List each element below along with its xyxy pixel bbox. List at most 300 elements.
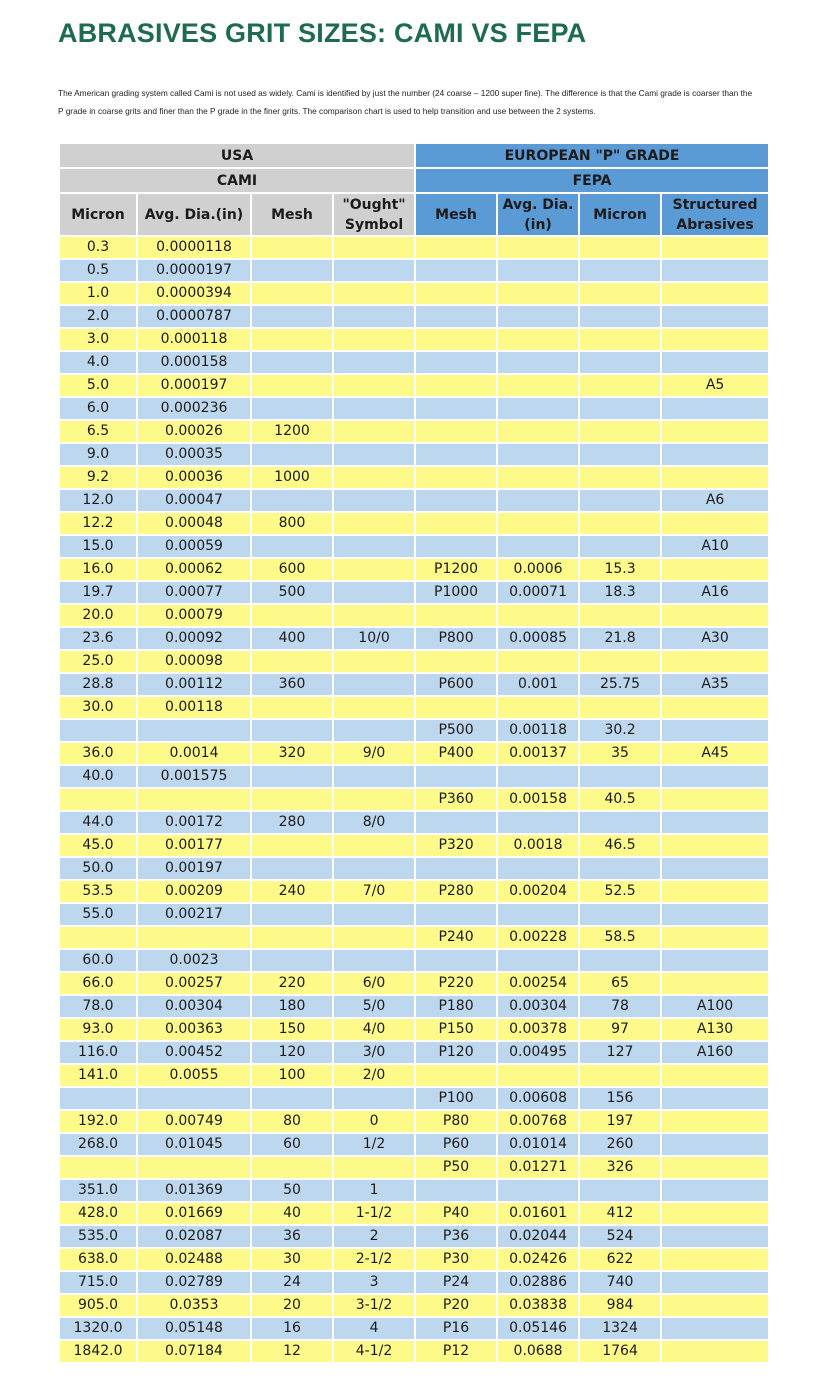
cell-cami-avg-dia: 0.00047	[138, 490, 250, 511]
cell-fepa-micron	[580, 329, 660, 350]
table-row	[60, 444, 768, 465]
cell-cami-mesh: 20	[252, 1295, 332, 1316]
cell-fepa-micron: 260	[580, 1134, 660, 1155]
cell-cami-avg-dia	[138, 1088, 250, 1109]
cell-fepa-mesh: P120	[416, 1042, 496, 1063]
cell-ought-symbol: 3-1/2	[334, 1295, 414, 1316]
cell-fepa-micron	[580, 950, 660, 971]
cell-cami-micron: 12.0	[60, 490, 136, 511]
cell-ought-symbol	[334, 927, 414, 948]
cell-fepa-mesh	[416, 329, 496, 350]
cell-structured-abrasives: A16	[662, 582, 768, 603]
cell-cami-avg-dia: 0.00048	[138, 513, 250, 534]
col-header-fepa-avg-dia: Avg. Dia.(in)	[498, 194, 578, 235]
cell-cami-avg-dia: 0.0023	[138, 950, 250, 971]
cell-cami-micron: 268.0	[60, 1134, 136, 1155]
cell-fepa-micron: 127	[580, 1042, 660, 1063]
cell-cami-avg-dia: 0.00177	[138, 835, 250, 856]
cell-ought-symbol	[334, 950, 414, 971]
cell-cami-mesh: 500	[252, 582, 332, 603]
cell-fepa-micron: 197	[580, 1111, 660, 1132]
cell-structured-abrasives	[662, 881, 768, 902]
usa-group-header: USA	[60, 144, 414, 167]
cell-fepa-micron: 58.5	[580, 927, 660, 948]
cell-fepa-mesh: P20	[416, 1295, 496, 1316]
cell-cami-micron: 715.0	[60, 1272, 136, 1293]
cell-structured-abrasives	[662, 237, 768, 258]
cell-cami-mesh	[252, 858, 332, 879]
cell-fepa-micron: 97	[580, 1019, 660, 1040]
table-row	[60, 1019, 768, 1040]
cell-structured-abrasives	[662, 766, 768, 787]
cell-ought-symbol: 4	[334, 1318, 414, 1339]
col-header-ought-symbol: "Ought" Symbol	[334, 194, 414, 235]
table-row	[60, 881, 768, 902]
cell-cami-avg-dia: 0.00092	[138, 628, 250, 649]
cell-cami-mesh: 50	[252, 1180, 332, 1201]
cell-fepa-micron: 984	[580, 1295, 660, 1316]
cell-cami-mesh	[252, 329, 332, 350]
cell-fepa-avg-dia	[498, 904, 578, 925]
cell-cami-mesh: 40	[252, 1203, 332, 1224]
grit-comparison-table	[58, 142, 770, 1364]
cell-ought-symbol: 6/0	[334, 973, 414, 994]
cell-ought-symbol: 9/0	[334, 743, 414, 764]
cell-fepa-avg-dia	[498, 467, 578, 488]
cell-fepa-micron	[580, 421, 660, 442]
cell-cami-micron: 60.0	[60, 950, 136, 971]
cell-ought-symbol	[334, 329, 414, 350]
cell-cami-avg-dia: 0.0000197	[138, 260, 250, 281]
cell-cami-mesh: 12	[252, 1341, 332, 1362]
cell-fepa-mesh: P500	[416, 720, 496, 741]
fepa-sub-header: FEPA	[416, 169, 768, 192]
cell-structured-abrasives	[662, 444, 768, 465]
table-body	[60, 237, 768, 1362]
cell-ought-symbol	[334, 260, 414, 281]
cell-cami-avg-dia: 0.00172	[138, 812, 250, 833]
table-row	[60, 1134, 768, 1155]
cell-fepa-micron: 524	[580, 1226, 660, 1247]
cell-ought-symbol: 3	[334, 1272, 414, 1293]
cell-cami-mesh: 150	[252, 1019, 332, 1040]
table-row	[60, 950, 768, 971]
cell-structured-abrasives	[662, 1226, 768, 1247]
cell-fepa-avg-dia	[498, 812, 578, 833]
col-header-cami-micron: Micron	[60, 194, 136, 235]
cell-fepa-mesh	[416, 812, 496, 833]
col-header-cami-mesh: Mesh	[252, 194, 332, 235]
cell-cami-mesh	[252, 950, 332, 971]
cell-fepa-avg-dia	[498, 398, 578, 419]
cell-cami-avg-dia: 0.00077	[138, 582, 250, 603]
cell-cami-mesh: 60	[252, 1134, 332, 1155]
cell-structured-abrasives	[662, 283, 768, 304]
cell-cami-micron: 50.0	[60, 858, 136, 879]
table-row	[60, 789, 768, 810]
table-row	[60, 352, 768, 373]
table-row	[60, 697, 768, 718]
cell-structured-abrasives: A10	[662, 536, 768, 557]
cell-fepa-mesh: P240	[416, 927, 496, 948]
cell-ought-symbol: 2-1/2	[334, 1249, 414, 1270]
cell-structured-abrasives	[662, 1203, 768, 1224]
cell-fepa-mesh	[416, 950, 496, 971]
cell-structured-abrasives	[662, 904, 768, 925]
cell-cami-mesh: 80	[252, 1111, 332, 1132]
table-row	[60, 904, 768, 925]
cell-cami-avg-dia: 0.00197	[138, 858, 250, 879]
table-row	[60, 927, 768, 948]
cell-structured-abrasives: A35	[662, 674, 768, 695]
cell-cami-avg-dia: 0.01369	[138, 1180, 250, 1201]
cell-fepa-avg-dia	[498, 283, 578, 304]
cell-cami-micron: 2.0	[60, 306, 136, 327]
cell-ought-symbol	[334, 237, 414, 258]
cell-cami-mesh	[252, 283, 332, 304]
cell-fepa-avg-dia: 0.00495	[498, 1042, 578, 1063]
cell-fepa-avg-dia: 0.05146	[498, 1318, 578, 1339]
table-row	[60, 421, 768, 442]
cell-ought-symbol	[334, 283, 414, 304]
cell-fepa-micron: 30.2	[580, 720, 660, 741]
table-row	[60, 1088, 768, 1109]
cell-ought-symbol	[334, 398, 414, 419]
cell-fepa-mesh: P30	[416, 1249, 496, 1270]
cell-fepa-mesh: P24	[416, 1272, 496, 1293]
cell-cami-micron: 12.2	[60, 513, 136, 534]
cell-structured-abrasives	[662, 720, 768, 741]
cell-fepa-mesh	[416, 513, 496, 534]
cell-fepa-micron	[580, 536, 660, 557]
table-row	[60, 536, 768, 557]
cell-fepa-mesh: P100	[416, 1088, 496, 1109]
cell-cami-avg-dia: 0.0055	[138, 1065, 250, 1086]
cell-cami-mesh	[252, 835, 332, 856]
cell-fepa-micron: 35	[580, 743, 660, 764]
cell-cami-micron: 4.0	[60, 352, 136, 373]
cell-fepa-mesh	[416, 260, 496, 281]
cell-cami-avg-dia	[138, 720, 250, 741]
cell-fepa-mesh	[416, 605, 496, 626]
cell-fepa-avg-dia: 0.03838	[498, 1295, 578, 1316]
cell-structured-abrasives	[662, 1065, 768, 1086]
cell-fepa-mesh	[416, 283, 496, 304]
cell-fepa-avg-dia	[498, 444, 578, 465]
cell-cami-mesh: 24	[252, 1272, 332, 1293]
cell-fepa-avg-dia: 0.00228	[498, 927, 578, 948]
table-row	[60, 1065, 768, 1086]
cell-cami-mesh: 100	[252, 1065, 332, 1086]
cell-cami-micron: 36.0	[60, 743, 136, 764]
cell-ought-symbol	[334, 513, 414, 534]
cell-ought-symbol	[334, 467, 414, 488]
col-header-fepa-micron: Micron	[580, 194, 660, 235]
table-row	[60, 674, 768, 695]
cell-fepa-avg-dia: 0.00118	[498, 720, 578, 741]
cell-fepa-mesh	[416, 467, 496, 488]
cell-fepa-mesh: P36	[416, 1226, 496, 1247]
cell-fepa-avg-dia: 0.00085	[498, 628, 578, 649]
cell-cami-avg-dia: 0.01669	[138, 1203, 250, 1224]
table-row	[60, 1226, 768, 1247]
table-row	[60, 812, 768, 833]
cell-cami-micron	[60, 720, 136, 741]
cell-fepa-mesh: P40	[416, 1203, 496, 1224]
cell-structured-abrasives: A130	[662, 1019, 768, 1040]
cell-cami-micron: 9.2	[60, 467, 136, 488]
cell-fepa-micron	[580, 651, 660, 672]
cell-cami-avg-dia: 0.02488	[138, 1249, 250, 1270]
cell-fepa-mesh: P320	[416, 835, 496, 856]
cell-structured-abrasives	[662, 1134, 768, 1155]
cell-cami-avg-dia: 0.00749	[138, 1111, 250, 1132]
cell-cami-micron: 6.0	[60, 398, 136, 419]
cell-cami-mesh	[252, 927, 332, 948]
cell-fepa-mesh	[416, 858, 496, 879]
cell-structured-abrasives: A45	[662, 743, 768, 764]
cell-cami-micron: 19.7	[60, 582, 136, 603]
cell-ought-symbol: 1/2	[334, 1134, 414, 1155]
cell-cami-micron: 192.0	[60, 1111, 136, 1132]
cell-cami-avg-dia: 0.0000394	[138, 283, 250, 304]
cell-fepa-mesh	[416, 375, 496, 396]
cell-structured-abrasives	[662, 1341, 768, 1362]
cell-ought-symbol	[334, 421, 414, 442]
cell-fepa-avg-dia: 0.00137	[498, 743, 578, 764]
col-header-cami-avg-dia: Avg. Dia.(in)	[138, 194, 250, 235]
cell-structured-abrasives	[662, 467, 768, 488]
cell-fepa-mesh	[416, 398, 496, 419]
cell-fepa-micron	[580, 352, 660, 373]
cell-cami-mesh	[252, 1088, 332, 1109]
cell-structured-abrasives: A30	[662, 628, 768, 649]
cell-fepa-micron	[580, 306, 660, 327]
cell-fepa-micron	[580, 904, 660, 925]
cell-fepa-micron: 65	[580, 973, 660, 994]
cell-ought-symbol: 0	[334, 1111, 414, 1132]
cell-cami-micron	[60, 1088, 136, 1109]
cell-structured-abrasives	[662, 697, 768, 718]
cell-fepa-micron	[580, 1065, 660, 1086]
cell-fepa-micron: 740	[580, 1272, 660, 1293]
cell-fepa-avg-dia: 0.02426	[498, 1249, 578, 1270]
cell-cami-micron: 3.0	[60, 329, 136, 350]
cell-fepa-avg-dia: 0.01271	[498, 1157, 578, 1178]
cell-cami-micron: 638.0	[60, 1249, 136, 1270]
cell-cami-mesh: 16	[252, 1318, 332, 1339]
cell-ought-symbol	[334, 536, 414, 557]
cell-fepa-avg-dia: 0.00304	[498, 996, 578, 1017]
cell-cami-micron: 116.0	[60, 1042, 136, 1063]
cell-structured-abrasives	[662, 858, 768, 879]
cell-cami-avg-dia: 0.05148	[138, 1318, 250, 1339]
table-row	[60, 1295, 768, 1316]
cell-cami-mesh	[252, 766, 332, 787]
cell-ought-symbol	[334, 904, 414, 925]
cell-cami-mesh	[252, 720, 332, 741]
cell-cami-mesh	[252, 306, 332, 327]
cell-fepa-micron: 15.3	[580, 559, 660, 580]
cell-cami-micron: 28.8	[60, 674, 136, 695]
cell-cami-mesh: 280	[252, 812, 332, 833]
eu-group-header: EUROPEAN "P" GRADE	[416, 144, 768, 167]
cell-ought-symbol: 2/0	[334, 1065, 414, 1086]
cell-fepa-mesh: P16	[416, 1318, 496, 1339]
cell-cami-mesh	[252, 605, 332, 626]
cell-cami-avg-dia: 0.00035	[138, 444, 250, 465]
cell-structured-abrasives	[662, 789, 768, 810]
cell-structured-abrasives	[662, 835, 768, 856]
cell-fepa-micron: 326	[580, 1157, 660, 1178]
cell-fepa-avg-dia	[498, 651, 578, 672]
cell-cami-mesh: 180	[252, 996, 332, 1017]
cell-ought-symbol	[334, 444, 414, 465]
cell-cami-avg-dia: 0.001575	[138, 766, 250, 787]
table-row	[60, 306, 768, 327]
cell-cami-avg-dia: 0.0000787	[138, 306, 250, 327]
cell-fepa-mesh: P50	[416, 1157, 496, 1178]
cell-fepa-mesh	[416, 237, 496, 258]
cell-fepa-micron: 78	[580, 996, 660, 1017]
cell-cami-avg-dia: 0.000118	[138, 329, 250, 350]
cell-cami-micron: 53.5	[60, 881, 136, 902]
cell-fepa-micron: 52.5	[580, 881, 660, 902]
cell-cami-mesh	[252, 237, 332, 258]
cell-fepa-mesh: P150	[416, 1019, 496, 1040]
cell-ought-symbol	[334, 605, 414, 626]
cell-fepa-micron	[580, 260, 660, 281]
cell-structured-abrasives	[662, 651, 768, 672]
cell-structured-abrasives	[662, 1318, 768, 1339]
cell-fepa-mesh: P1000	[416, 582, 496, 603]
cell-cami-micron	[60, 789, 136, 810]
cell-ought-symbol	[334, 559, 414, 580]
table-row	[60, 651, 768, 672]
cell-cami-mesh	[252, 789, 332, 810]
cell-structured-abrasives	[662, 1157, 768, 1178]
cell-fepa-mesh: P220	[416, 973, 496, 994]
cell-ought-symbol	[334, 789, 414, 810]
cell-fepa-micron: 622	[580, 1249, 660, 1270]
table-row	[60, 398, 768, 419]
cell-cami-micron: 1842.0	[60, 1341, 136, 1362]
cell-fepa-micron	[580, 605, 660, 626]
cell-ought-symbol	[334, 352, 414, 373]
cell-fepa-avg-dia	[498, 421, 578, 442]
cell-cami-avg-dia: 0.00098	[138, 651, 250, 672]
cell-cami-mesh: 600	[252, 559, 332, 580]
cell-cami-mesh	[252, 398, 332, 419]
cell-ought-symbol	[334, 674, 414, 695]
cell-cami-avg-dia: 0.00304	[138, 996, 250, 1017]
cell-ought-symbol	[334, 306, 414, 327]
cell-cami-mesh: 120	[252, 1042, 332, 1063]
table-row	[60, 490, 768, 511]
cell-cami-micron: 78.0	[60, 996, 136, 1017]
table-row	[60, 605, 768, 626]
cell-cami-micron: 428.0	[60, 1203, 136, 1224]
cell-fepa-avg-dia: 0.00608	[498, 1088, 578, 1109]
cell-cami-mesh	[252, 375, 332, 396]
cell-fepa-avg-dia: 0.00158	[498, 789, 578, 810]
cell-cami-mesh: 320	[252, 743, 332, 764]
cell-fepa-avg-dia	[498, 329, 578, 350]
table-row	[60, 559, 768, 580]
cell-fepa-avg-dia: 0.001	[498, 674, 578, 695]
cell-fepa-avg-dia	[498, 858, 578, 879]
cell-fepa-mesh: P60	[416, 1134, 496, 1155]
cell-fepa-avg-dia: 0.00378	[498, 1019, 578, 1040]
table-row	[60, 1341, 768, 1362]
cell-cami-mesh: 240	[252, 881, 332, 902]
cell-fepa-avg-dia: 0.00204	[498, 881, 578, 902]
cell-structured-abrasives	[662, 1249, 768, 1270]
cell-fepa-avg-dia	[498, 375, 578, 396]
cell-fepa-micron	[580, 490, 660, 511]
table-row	[60, 1203, 768, 1224]
cell-cami-mesh: 36	[252, 1226, 332, 1247]
table-row	[60, 1111, 768, 1132]
cell-fepa-avg-dia: 0.01601	[498, 1203, 578, 1224]
cell-fepa-avg-dia	[498, 513, 578, 534]
cell-ought-symbol	[334, 697, 414, 718]
cell-structured-abrasives	[662, 1295, 768, 1316]
cell-fepa-avg-dia: 0.00768	[498, 1111, 578, 1132]
cell-fepa-mesh	[416, 444, 496, 465]
cell-cami-avg-dia: 0.00036	[138, 467, 250, 488]
cell-structured-abrasives	[662, 421, 768, 442]
cell-fepa-micron	[580, 513, 660, 534]
cell-ought-symbol: 1	[334, 1180, 414, 1201]
page-title: ABRASIVES GRIT SIZES: CAMI VS FEPA	[58, 18, 587, 48]
cell-fepa-micron	[580, 697, 660, 718]
cell-ought-symbol	[334, 766, 414, 787]
cell-fepa-micron: 1764	[580, 1341, 660, 1362]
cell-ought-symbol	[334, 835, 414, 856]
cell-ought-symbol	[334, 1157, 414, 1178]
cell-cami-micron: 5.0	[60, 375, 136, 396]
cell-cami-mesh: 360	[252, 674, 332, 695]
cell-cami-avg-dia: 0.00079	[138, 605, 250, 626]
cell-structured-abrasives	[662, 398, 768, 419]
cell-cami-avg-dia: 0.00112	[138, 674, 250, 695]
cell-cami-mesh: 220	[252, 973, 332, 994]
col-header-structured-abrasives: Structured Abrasives	[662, 194, 768, 235]
table-row	[60, 1042, 768, 1063]
cell-fepa-mesh	[416, 490, 496, 511]
cell-fepa-mesh: P600	[416, 674, 496, 695]
cell-fepa-avg-dia	[498, 950, 578, 971]
cell-cami-mesh	[252, 904, 332, 925]
cell-cami-avg-dia: 0.00118	[138, 697, 250, 718]
cell-cami-micron: 0.3	[60, 237, 136, 258]
cell-structured-abrasives	[662, 927, 768, 948]
cell-cami-avg-dia: 0.02087	[138, 1226, 250, 1247]
cell-fepa-avg-dia	[498, 490, 578, 511]
table-row	[60, 237, 768, 258]
cell-ought-symbol	[334, 720, 414, 741]
cell-fepa-mesh	[416, 306, 496, 327]
cell-cami-micron: 44.0	[60, 812, 136, 833]
table-row	[60, 260, 768, 281]
cell-ought-symbol: 10/0	[334, 628, 414, 649]
cell-cami-micron: 93.0	[60, 1019, 136, 1040]
table-row	[60, 467, 768, 488]
cell-structured-abrasives	[662, 1111, 768, 1132]
table-row	[60, 1272, 768, 1293]
cell-cami-mesh: 30	[252, 1249, 332, 1270]
